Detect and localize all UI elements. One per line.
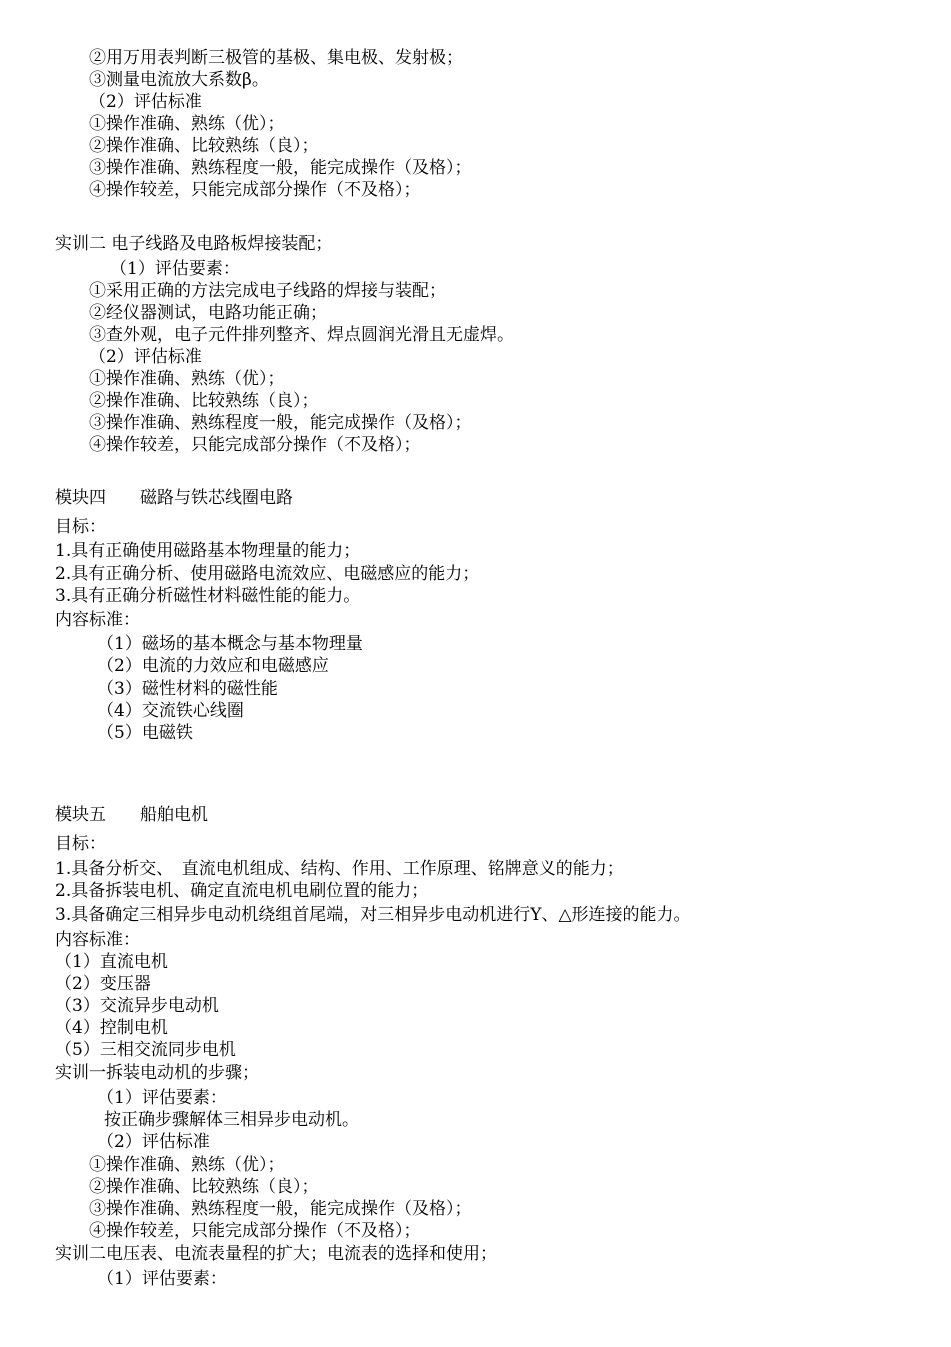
text-line: ②操作准确、比较熟练（良）； <box>89 1177 319 1197</box>
text-line: ②经仪器测试，电路功能正确； <box>89 303 327 323</box>
text-line: （1）评估要素： <box>97 1088 227 1108</box>
text-line: ①操作准确、熟练（优）； <box>89 369 285 389</box>
text-line: 2.具备拆装电机、确定直流电机电刷位置的能力； <box>55 881 429 901</box>
text-line: 3.具有正确分析磁性材料磁性能的能力。 <box>55 586 361 606</box>
text-line: ③查外观，电子元件排列整齐、焊点圆润光滑且无虚焊。 <box>89 325 514 345</box>
text-line: ①采用正确的方法完成电子线路的焊接与装配； <box>89 281 446 301</box>
text-line: （3）交流异步电动机 <box>55 996 219 1016</box>
text-line: ④操作较差，只能完成部分操作（不及格）； <box>89 1221 421 1241</box>
text-line: ③操作准确、熟练程度一般，能完成操作（及格）； <box>89 1199 472 1219</box>
content-label: 内容标准： <box>55 610 140 630</box>
text-line: 1.具备分析交、 直流电机组成、结构、作用、工作原理、铭牌意义的能力； <box>55 859 624 879</box>
text-line: 按正确步骤解体三相异步电动机。 <box>104 1110 359 1130</box>
text-line: （2）电流的力效应和电磁感应 <box>97 656 329 676</box>
text-line: （2）变压器 <box>55 974 151 994</box>
text-line: （3）磁性材料的磁性能 <box>97 679 278 699</box>
text-line: 1.具有正确使用磁路基本物理量的能力； <box>55 541 361 561</box>
text-line: ④操作较差，只能完成部分操作（不及格）； <box>89 180 421 200</box>
section-heading: 实训二 电子线路及电路板焊接装配； <box>55 234 333 254</box>
text-line: 2.具有正确分析、使用磁路电流效应、电磁感应的能力； <box>55 564 480 584</box>
content-label: 内容标准： <box>55 930 140 950</box>
text-line: （4）交流铁心线圈 <box>97 701 244 721</box>
section-heading: 实训二电压表、电流表量程的扩大；电流表的选择和使用； <box>55 1244 497 1264</box>
text-line: （5）三相交流同步电机 <box>55 1040 236 1060</box>
text-line: （2）评估标准 <box>97 1132 210 1152</box>
text-line: （2）评估标准 <box>89 92 202 112</box>
text-line: ③测量电流放大系数β。 <box>89 70 269 90</box>
text-line: （1）评估要素： <box>110 259 240 279</box>
text-line: （2）评估标准 <box>89 347 202 367</box>
text-line: ①操作准确、熟练（优）； <box>89 1155 285 1175</box>
text-line: （1）磁场的基本概念与基本物理量 <box>97 634 363 654</box>
text-line: 3.具备确定三相异步电动机绕组首尾端，对三相异步电动机进行Y、△形连接的能力。 <box>55 905 691 925</box>
text-line: （5）电磁铁 <box>97 723 193 743</box>
text-line: ②用万用表判断三极管的基极、集电极、发射极； <box>89 48 463 68</box>
text-line: ③操作准确、熟练程度一般，能完成操作（及格）； <box>89 158 472 178</box>
text-line: ③操作准确、熟练程度一般，能完成操作（及格）； <box>89 413 472 433</box>
text-line: （1）直流电机 <box>55 952 168 972</box>
text-line: ①操作准确、熟练（优）； <box>89 114 285 134</box>
text-line: ④操作较差，只能完成部分操作（不及格）； <box>89 435 421 455</box>
goal-label: 目标： <box>55 517 106 537</box>
text-line: ②操作准确、比较熟练（良）； <box>89 391 319 411</box>
goal-label: 目标： <box>55 834 106 854</box>
module-heading: 模块四 磁路与铁芯线圈电路 <box>55 488 293 508</box>
text-line: （1）评估要素： <box>97 1269 227 1289</box>
text-line: （4）控制电机 <box>55 1018 168 1038</box>
module-heading: 模块五 船舶电机 <box>55 805 208 825</box>
text-line: ②操作准确、比较熟练（良）； <box>89 136 319 156</box>
section-heading: 实训一拆装电动机的步骤； <box>55 1063 259 1083</box>
